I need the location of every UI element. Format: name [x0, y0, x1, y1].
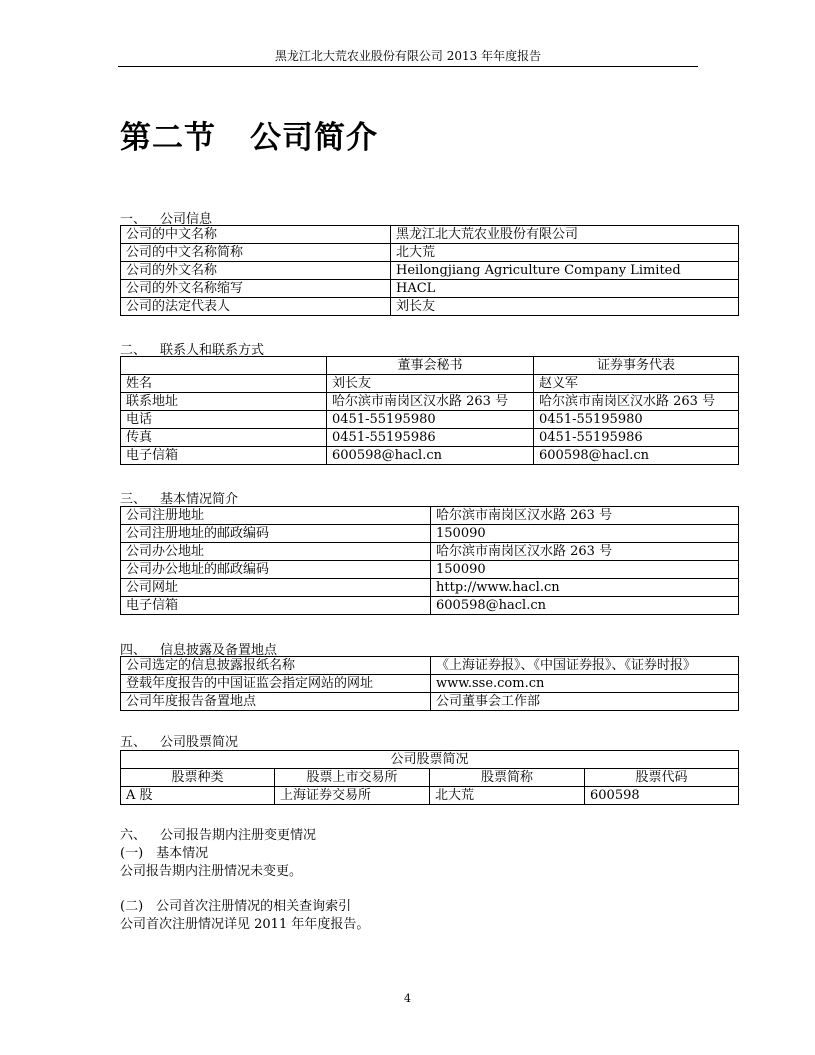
table-row: 联系地址 哈尔滨市南岗区汉水路 263 号 哈尔滨市南岗区汉水路 263 号 — [121, 393, 739, 411]
table-row: 公司办公地址的邮政编码 150090 — [121, 561, 739, 579]
company-info-table — [120, 225, 739, 316]
table-row: 公司的中文名称 黑龙江北大荒农业股份有限公司 — [121, 226, 739, 244]
table-row: 公司年度报告备置地点 公司董事会工作部 — [121, 693, 739, 711]
section-heading-company-info: 一、 公司信息 — [120, 212, 213, 227]
table-row: 姓名 刘长友 赵义军 — [121, 375, 739, 393]
header-rule — [118, 66, 698, 67]
subsection-basic-title: (一) 基本情况 — [120, 846, 209, 861]
website-cell: http://www.hacl.cn — [431, 579, 739, 597]
table-row: 登载年度报告的中国证监会指定网站的网址 www.sse.com.cn — [121, 675, 739, 693]
table-row: 公司注册地址的邮政编码 150090 — [121, 525, 739, 543]
stock-table — [120, 750, 739, 805]
table-row: 电子信箱 600598@hacl.cn — [121, 597, 739, 615]
table-row: 电话 0451-55195980 0451-55195980 — [121, 411, 739, 429]
page-number: 4 — [404, 992, 411, 1005]
contacts-table — [120, 356, 739, 465]
running-header: 黑龙江北大荒农业股份有限公司 2013 年年度报告 — [274, 49, 542, 63]
table-row: 电子信箱 600598@hacl.cn 600598@hacl.cn — [121, 447, 739, 465]
subsection-index-text: 公司首次注册情况详见 2011 年年度报告。 — [120, 917, 370, 932]
section-heading-contacts: 二、 联系人和联系方式 — [120, 343, 265, 358]
table-row: 公司的外文名称缩写 HACL — [121, 280, 739, 298]
email-cell: 600598@hacl.cn — [431, 597, 739, 615]
table-row: 公司的外文名称 Heilongjiang Agriculture Company Limited — [121, 262, 739, 280]
basic-info-table — [120, 506, 739, 615]
table-row: 公司选定的信息披露报纸名称 《上海证券报》、《中国证券报》、《证券时报》 — [121, 657, 739, 675]
section-heading-basic-info: 三、 基本情况简介 — [120, 492, 239, 507]
subsection-index-title: (二) 公司首次注册情况的相关查询索引 — [120, 899, 352, 914]
disclosure-table — [120, 656, 739, 711]
table-row: 公司的中文名称简称 北大荒 — [121, 244, 739, 262]
chapter-number: 第二节 — [120, 120, 216, 156]
section-heading-stock: 五、 公司股票简况 — [120, 735, 239, 750]
table-row: 公司的法定代表人 刘长友 — [121, 298, 739, 316]
table-header-row: 董事会秘书 证券事务代表 — [121, 357, 739, 375]
chapter-name: 公司简介 — [250, 120, 378, 156]
subsection-basic-text: 公司报告期内注册情况未变更。 — [120, 864, 303, 879]
table-row: 公司注册地址 哈尔滨市南岗区汉水路 263 号 — [121, 507, 739, 525]
table-header-row: 股票种类 股票上市交易所 股票简称 股票代码 — [121, 769, 739, 787]
table-row: 传真 0451-55195986 0451-55195986 — [121, 429, 739, 447]
section-heading-registration: 六、 公司报告期内注册变更情况 — [120, 828, 317, 843]
table-caption-row: 公司股票简况 — [121, 751, 739, 769]
table-row: 公司网址 http://www.hacl.cn — [121, 579, 739, 597]
table-row: A 股 上海证券交易所 北大荒 600598 — [121, 787, 739, 805]
chapter-title — [120, 112, 378, 157]
table-row: 公司办公地址 哈尔滨市南岗区汉水路 263 号 — [121, 543, 739, 561]
section-heading-disclosure: 四、 信息披露及备置地点 — [120, 643, 278, 658]
